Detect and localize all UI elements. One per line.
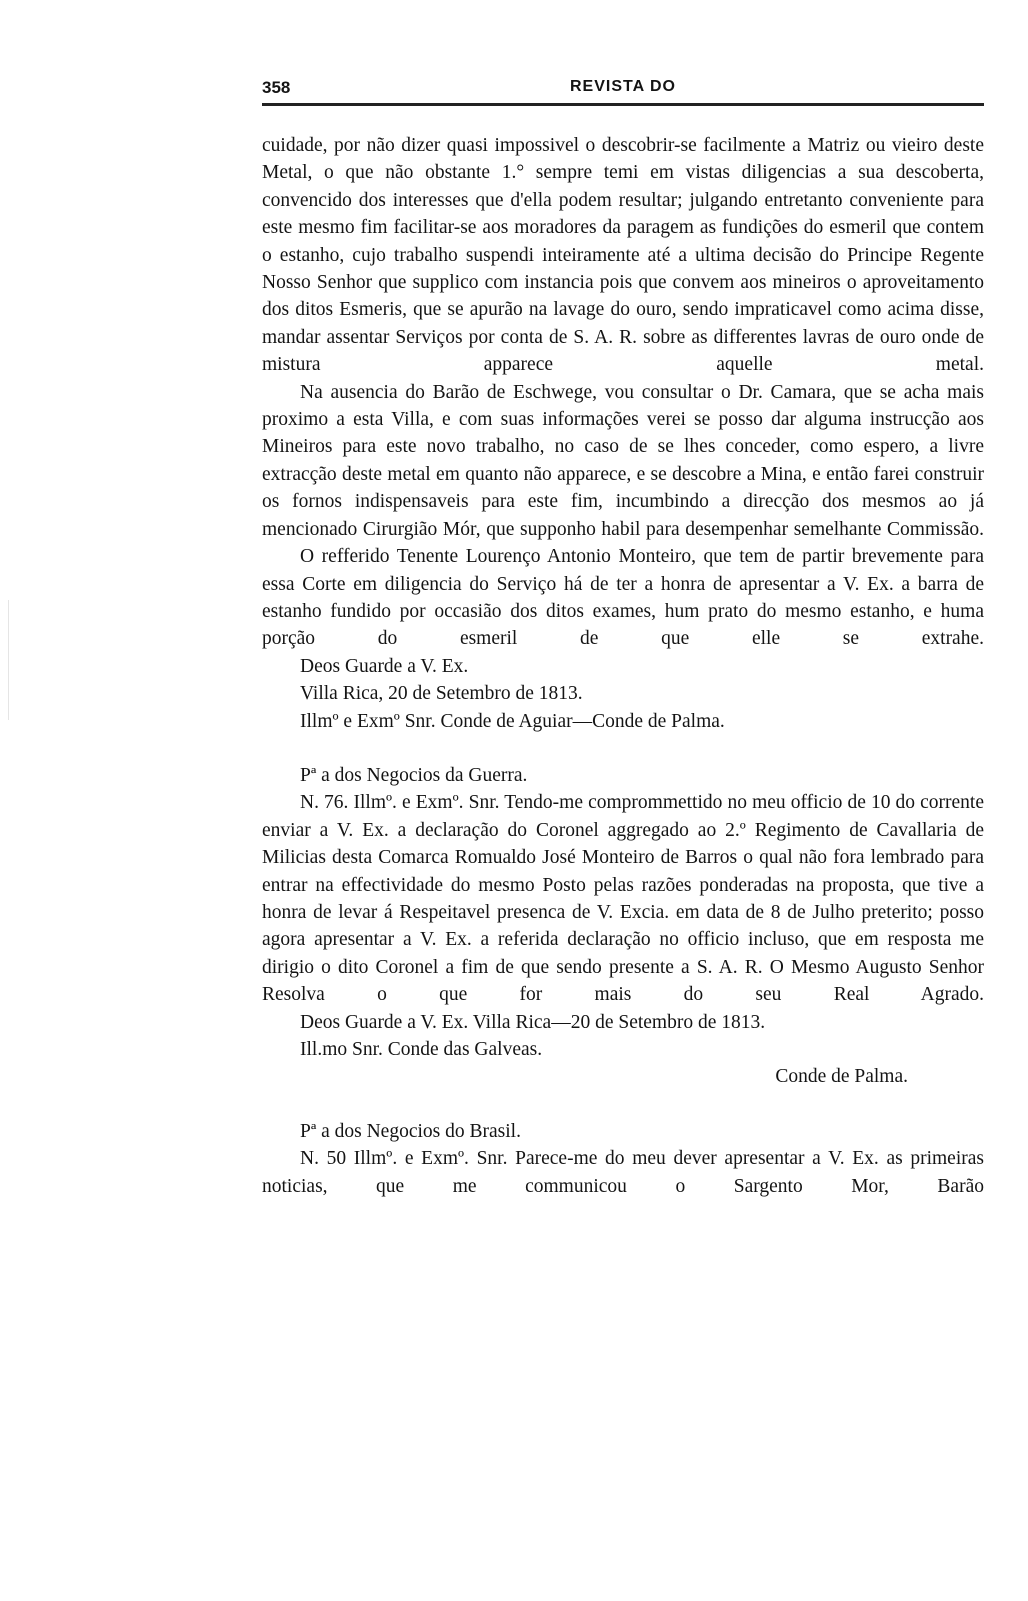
page-header: [262, 76, 984, 100]
scan-edge-mark: [8, 600, 9, 720]
letter-heading-guerra: Pª a dos Negocios da Guerra.: [300, 764, 528, 786]
section-gap: [262, 1091, 984, 1118]
paragraph-continuation: cuidade, por não dizer quasi impossivel o descobrir-se facilmente a Matriz ou vieiro deste Metal, o que não obstante 1.° sempre temi em vistas diligencias a sua descoberta, convencido dos interesses que d'ella podem resultar; julgando entretanto conveniente para este mesmo fim facilitar-se aos moradores da paragem as fundições do esmeril que contem o estanho, cujo trabalho suspendi inteiramente até a ultima decisão do Principe Regente Nosso Senhor que supplico com instancia pois que convem aos mineiros o aproveitamento dos ditos Esmeris, que se apurão na lavage do ouro, sendo impraticavel como acima disse, mandar assentar Serviços por conta de S. A. R. sobre as differentes lavras de ouro onde de mistura apparece aquelle metal.: [262, 135, 984, 376]
section-gap: [262, 735, 984, 762]
letter-closing-guerra: Deos Guarde a V. Ex. Villa Rica—20 de Setembro de 1813.: [300, 1011, 766, 1033]
closing-place-date: Villa Rica, 20 de Setembro de 1813.: [300, 683, 583, 705]
letter-heading-brasil: Pª a dos Negocios do Brasil.: [300, 1120, 521, 1142]
closing-addressee: Illmº e Exmº Snr. Conde de Aguiar—Conde de Palma.: [300, 710, 725, 732]
paragraph-tenente: O refferido Tenente Lourenço Antonio Monteiro, que tem de partir brevemente para essa Corte em diligencia do Serviço há de ter a honra de apresentar a V. Ex. a barra de estanho fundido por occasião dos ditos exames, hum prato do mesmo estanho, e huma porção do esmeril de que elle se extrahe.: [262, 546, 984, 650]
page-number: 358: [262, 78, 291, 97]
paragraph-eschwege: Na ausencia do Barão de Eschwege, vou consultar o Dr. Camara, que se acha mais proximo a esta Villa, e com suas informações verei se posso dar alguma instrucção aos Mineiros para este novo trabalho, no caso de se lhes conceder, como espero, a livre extracção deste metal em quanto não apparece, e se descobre a Mina, e então farei construir os fornos indispensaveis para este fim, incumbindo a direcção dos mesmos ao já mencionado Cirurgião Mór, que supponho habil para desempenhar semelhante Commissão.: [262, 381, 984, 540]
running-title: REVISTA DO: [569, 78, 676, 95]
letter-signature-guerra: Conde de Palma.: [775, 1066, 908, 1088]
header-rule: [262, 103, 984, 106]
letter-addressee-guerra: Ill.mo Snr. Conde das Galveas.: [300, 1039, 543, 1060]
letter-body-brasil: N. 50 Illmº. e Exmº. Snr. Parece-me do meu dever apresentar a V. Ex. as primeiras noticias, que me communicou o Sargento Mor, Barão: [262, 1148, 984, 1197]
closing-greeting: Deos Guarde a V. Ex.: [300, 655, 469, 677]
page-body: [262, 132, 984, 1200]
letter-body-guerra: N. 76. Illmº. e Exmº. Snr. Tendo-me comprommettido no meu officio de 10 do corrente enviar a V. Ex. a declaração do Coronel aggregado ao 2.º Regimento de Cavallaria de Milicias desta Comarca Romualdo José Monteiro de Barros o qual não fora lembrado para entrar na effectividade do mesmo Posto pelas razões ponderadas na proposta, que tive a honra de levar á Respeitavel presenca de V. Excia. em data de 8 de Julho preterito; posso agora apresentar a V. Ex. a referida declaração no officio incluso, que em resposta me dirigio o dito Coronel a fim de que sendo presente a S. A. R. O Mesmo Augusto Senhor Resolva o que for mais do seu Real Agrado.: [262, 792, 984, 1006]
